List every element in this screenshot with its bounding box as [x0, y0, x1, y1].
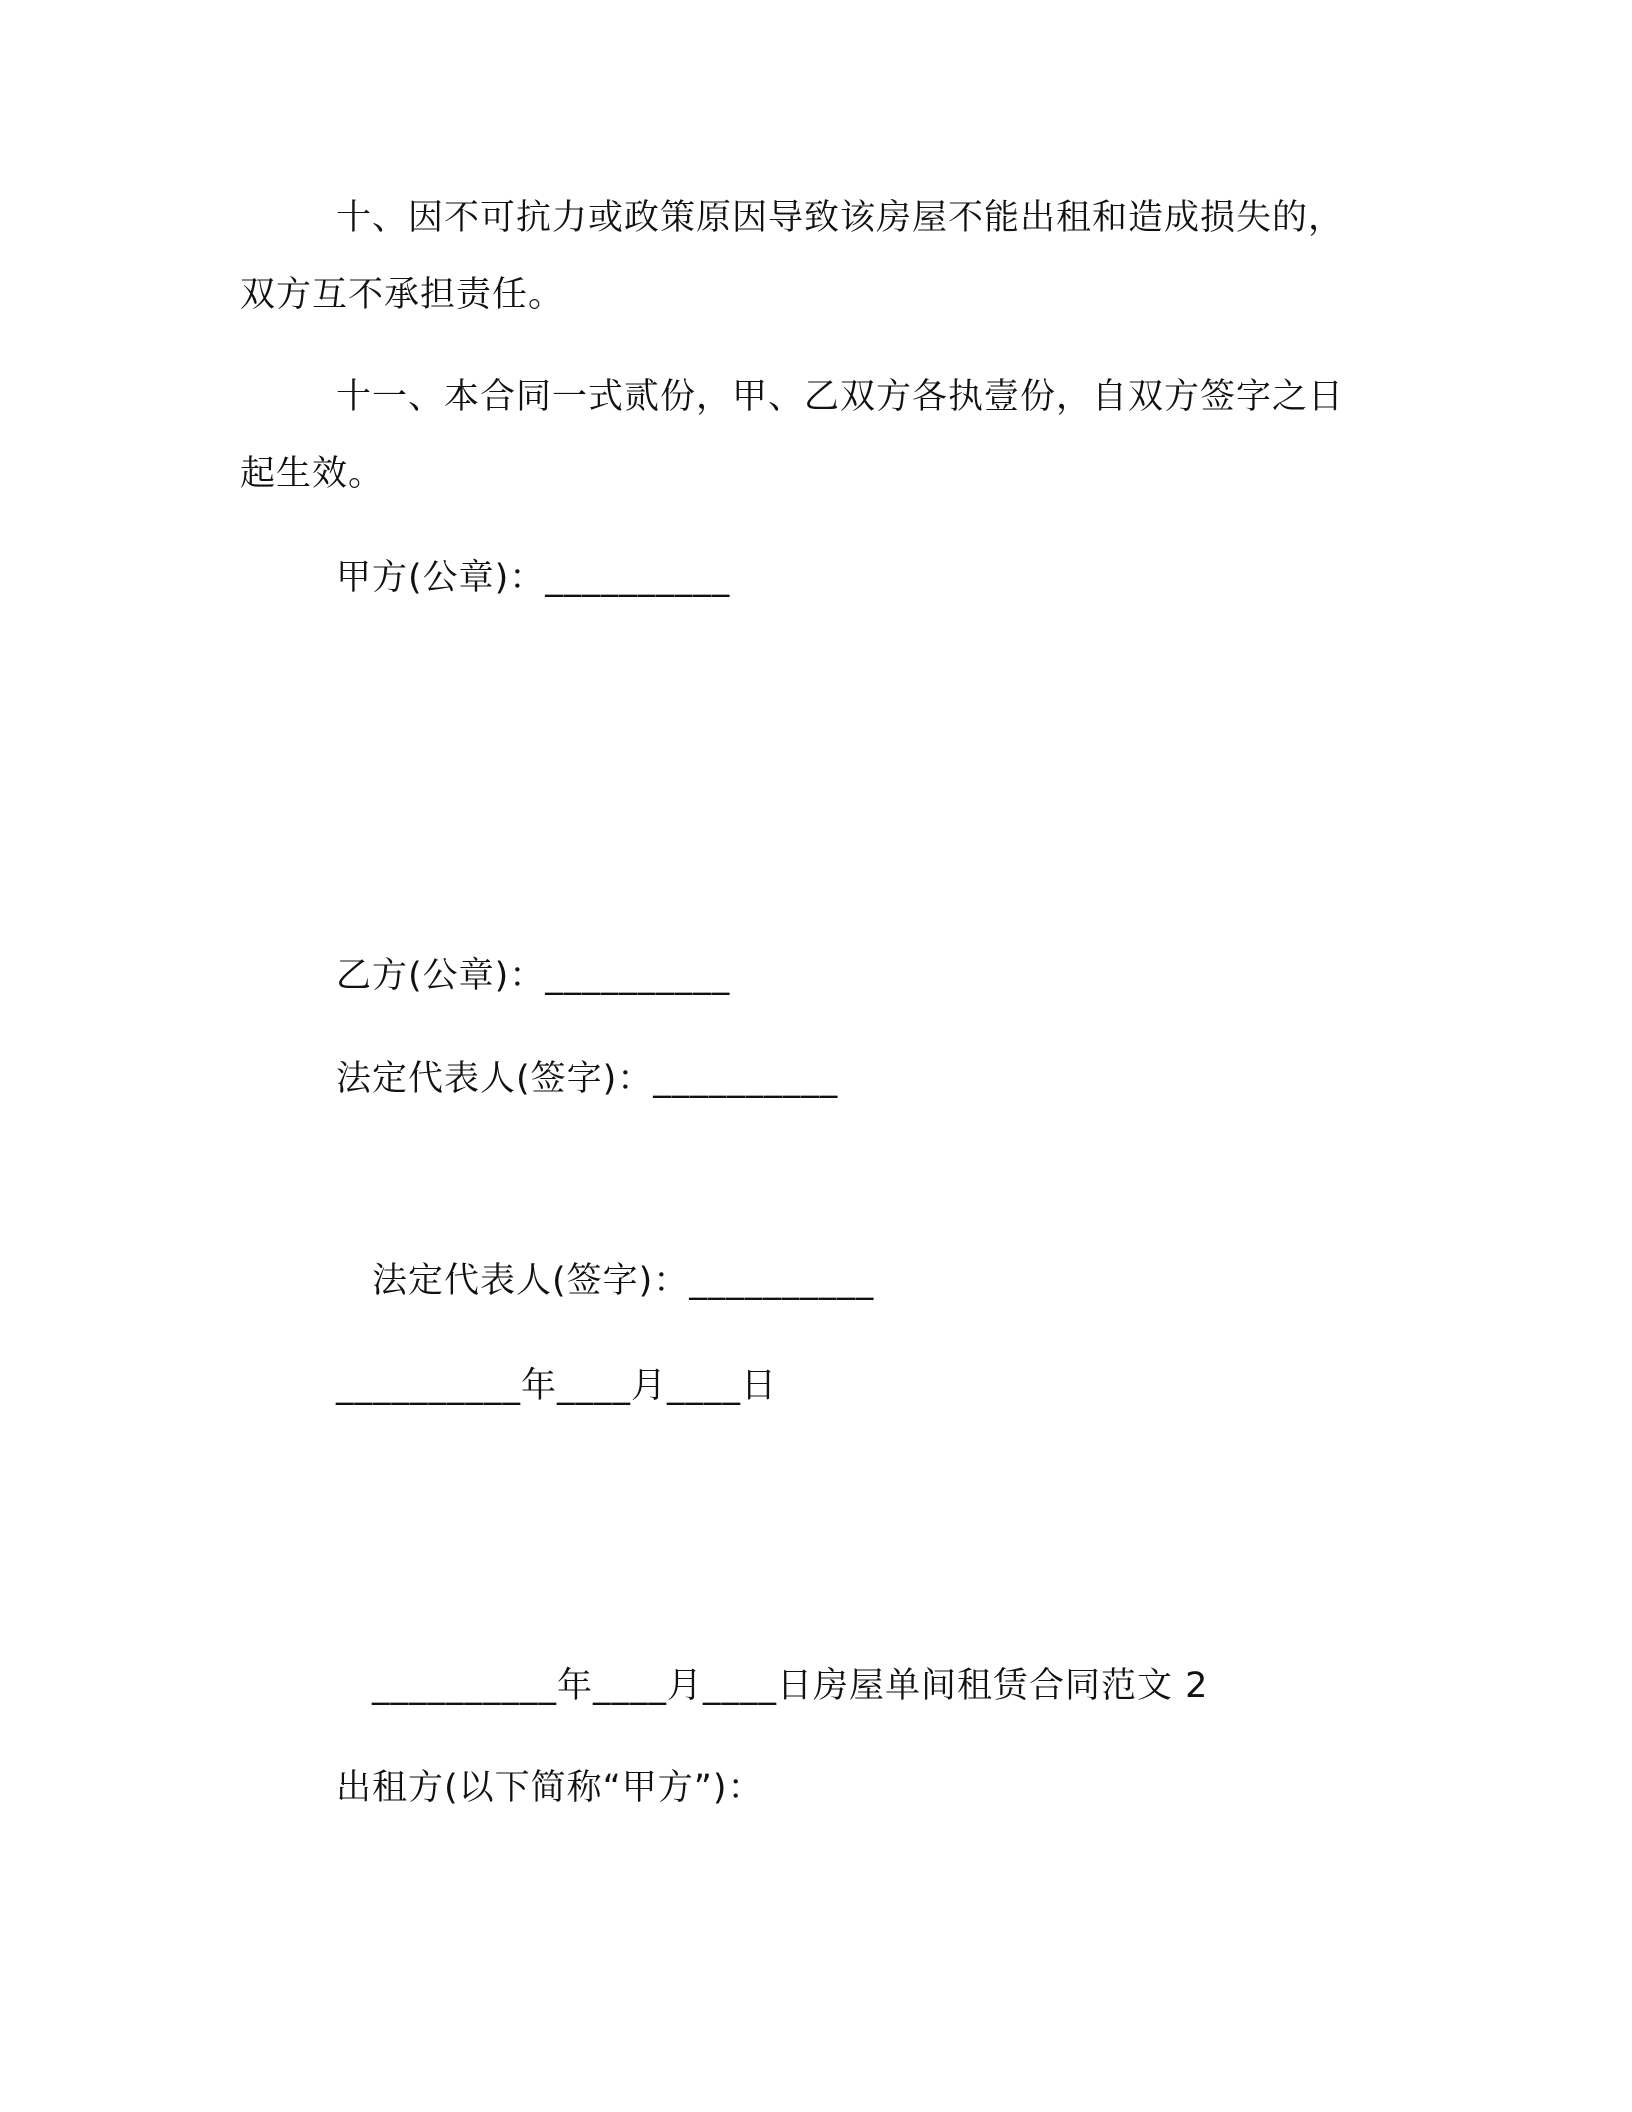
party-a-seal-line: 甲方(公章)：__________ — [336, 558, 731, 598]
party-b-seal-line: 乙方(公章)：__________ — [336, 956, 731, 996]
legal-representative-line-2: 法定代表人(签字)：__________ — [372, 1261, 875, 1301]
clause-11-line-1: 十一、本合同一式贰份，甲、乙双方各执壹份，自双方签字之日 — [336, 377, 1345, 417]
signing-date-line: __________年____月____日 — [336, 1366, 778, 1406]
legal-representative-line-1: 法定代表人(签字)：__________ — [336, 1059, 839, 1099]
contract-2-title: __________年____月____日房屋单间租赁合同范文 2 — [372, 1666, 1209, 1706]
clause-10-line-1: 十、因不可抗力或政策原因导致该房屋不能出租和造成损失的， — [336, 198, 1345, 238]
clause-11-line-2: 起生效。 — [240, 454, 385, 494]
clause-10-line-2: 双方互不承担责任。 — [240, 275, 565, 315]
lessor-line: 出租方(以下简称“甲方”)： — [336, 1768, 764, 1808]
